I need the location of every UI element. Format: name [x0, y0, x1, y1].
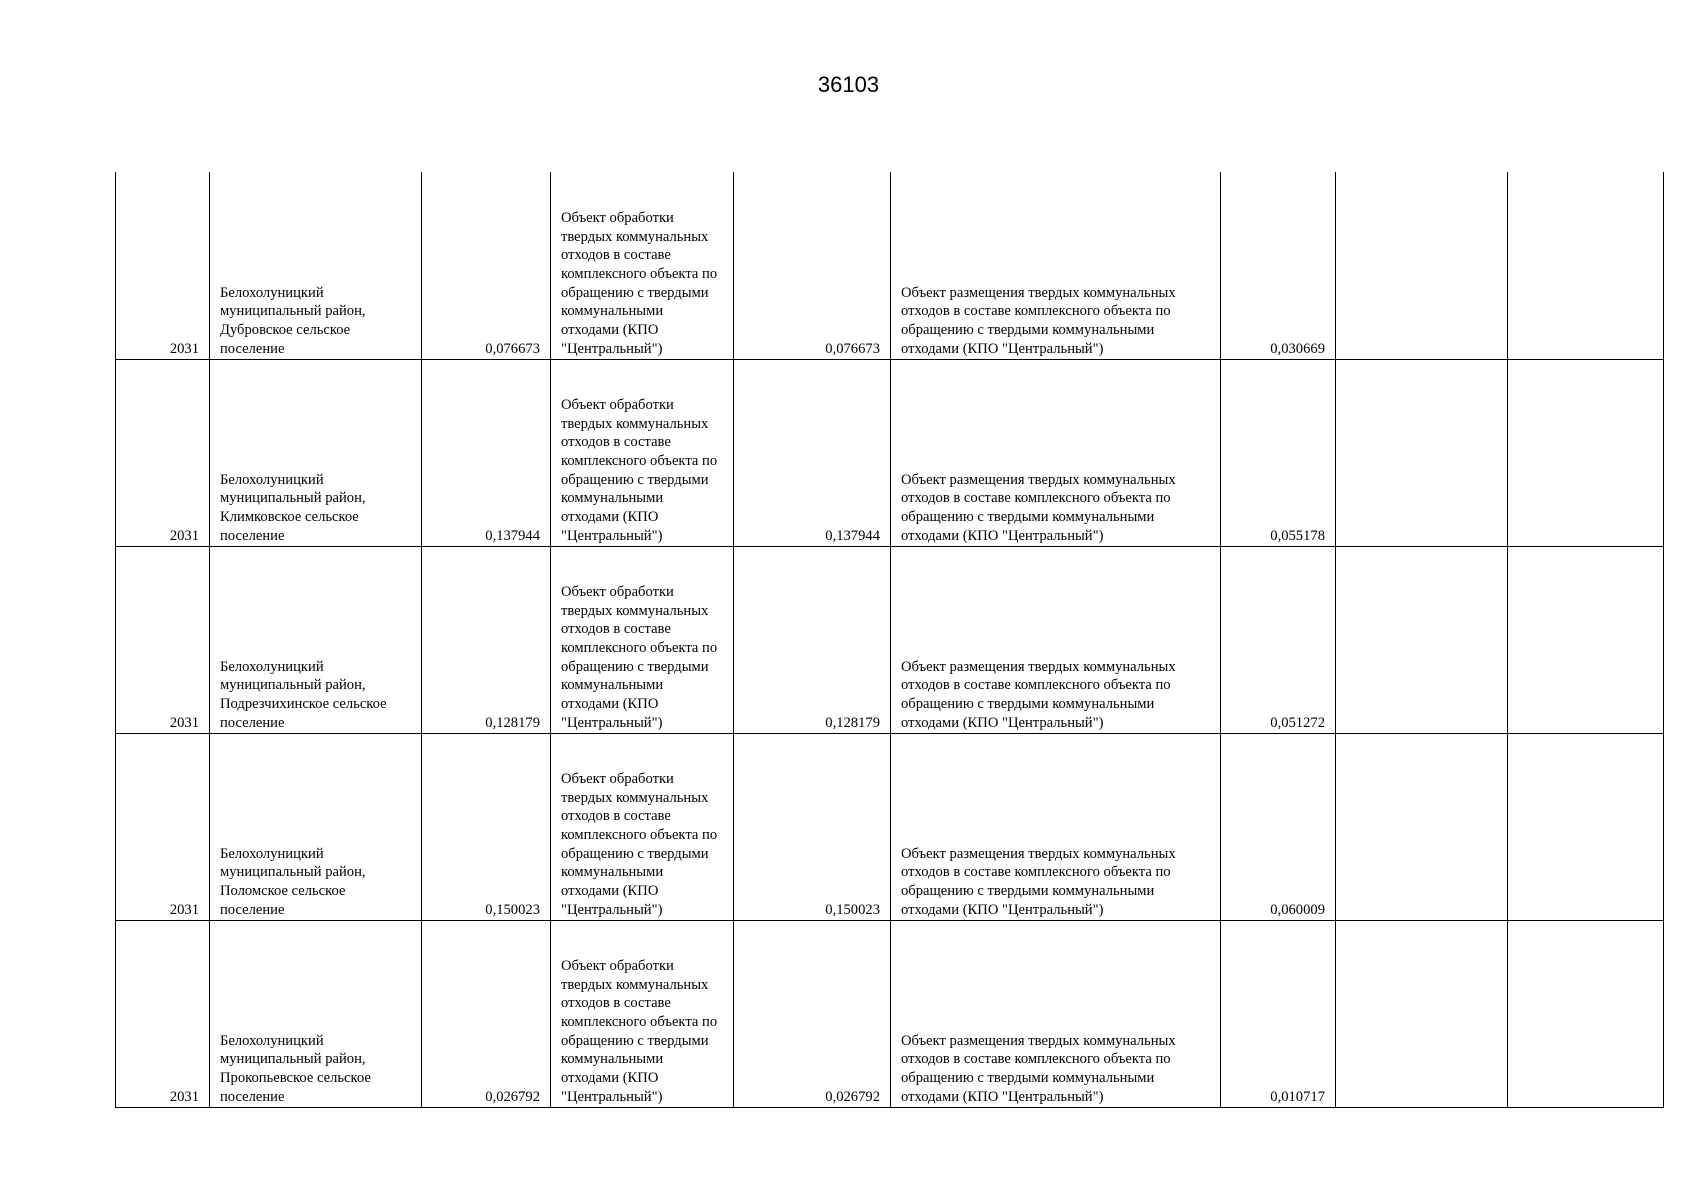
value-3-text: 0,055178	[1270, 527, 1325, 544]
empty-cell	[1508, 733, 1664, 920]
year-cell	[116, 172, 210, 359]
disposal-object-text: Объект размещения твердых коммунальных отходов в составе комплексного объекта по обращению с твердыми коммунальными отходами (КПО "Центральный")	[901, 471, 1176, 544]
year-text: 2031	[169, 340, 199, 357]
processing-volume-cell	[734, 920, 891, 1107]
year-text: 2031	[169, 901, 199, 918]
empty-cell	[1508, 546, 1664, 733]
disposal-object-text: Объект размещения твердых коммунальных отходов в составе комплексного объекта по обращению с твердыми коммунальными отходами (КПО "Центральный")	[901, 1032, 1176, 1105]
year-cell	[116, 546, 210, 733]
municipality-cell	[210, 546, 422, 733]
value-1-text: 0,026792	[485, 1088, 540, 1105]
table-body	[116, 172, 1664, 1107]
processing-object-cell	[551, 172, 734, 359]
processing-volume-cell	[734, 733, 891, 920]
municipality-cell	[210, 733, 422, 920]
processing-object-cell	[551, 920, 734, 1107]
waste-volume-cell	[422, 920, 551, 1107]
municipality-text: Белохолуницкий муниципальный район, Подрезчихинское сельское поселение	[220, 658, 387, 731]
processing-object-text: Объект обработки твердых коммунальных отходов в составе комплексного объекта по обращению с твердыми коммунальными отходами (КПО "Центральный")	[561, 770, 718, 918]
disposal-volume-cell	[1221, 920, 1336, 1107]
disposal-object-cell	[891, 546, 1221, 733]
value-3-text: 0,010717	[1270, 1088, 1325, 1105]
disposal-volume-cell	[1221, 733, 1336, 920]
waste-volume-cell	[422, 733, 551, 920]
municipality-text: Белохолуницкий муниципальный район, Климковское сельское поселение	[220, 471, 366, 544]
value-2-text: 0,128179	[825, 714, 880, 731]
empty-cell	[1336, 733, 1508, 920]
processing-volume-cell	[734, 546, 891, 733]
processing-object-text: Объект обработки твердых коммунальных отходов в составе комплексного объекта по обращению с твердыми коммунальными отходами (КПО "Центральный")	[561, 209, 718, 357]
processing-object-text: Объект обработки твердых коммунальных отходов в составе комплексного объекта по обращению с твердыми коммунальными отходами (КПО "Центральный")	[561, 583, 718, 731]
year-text: 2031	[169, 527, 199, 544]
empty-cell	[1336, 546, 1508, 733]
disposal-volume-cell	[1221, 546, 1336, 733]
disposal-volume-cell	[1221, 172, 1336, 359]
year-cell	[116, 920, 210, 1107]
processing-object-cell	[551, 546, 734, 733]
empty-cell	[1336, 172, 1508, 359]
table-row	[116, 920, 1664, 1107]
municipality-text: Белохолуницкий муниципальный район, Дубровское сельское поселение	[220, 284, 366, 357]
value-1-text: 0,137944	[485, 527, 540, 544]
processing-volume-cell	[734, 359, 891, 546]
disposal-object-cell	[891, 733, 1221, 920]
disposal-object-cell	[891, 359, 1221, 546]
empty-cell	[1508, 172, 1664, 359]
disposal-object-text: Объект размещения твердых коммунальных отходов в составе комплексного объекта по обращению с твердыми коммунальными отходами (КПО "Центральный")	[901, 284, 1176, 357]
empty-cell	[1508, 359, 1664, 546]
value-2-text: 0,150023	[825, 901, 880, 918]
municipality-cell	[210, 172, 422, 359]
waste-volume-cell	[422, 546, 551, 733]
municipality-cell	[210, 920, 422, 1107]
disposal-volume-cell	[1221, 359, 1336, 546]
year-text: 2031	[169, 714, 199, 731]
disposal-object-cell	[891, 920, 1221, 1107]
table-row	[116, 359, 1664, 546]
year-text: 2031	[169, 1088, 199, 1105]
value-2-text: 0,076673	[825, 340, 880, 357]
municipality-text: Белохолуницкий муниципальный район, Поломское сельское поселение	[220, 845, 366, 918]
processing-object-text: Объект обработки твердых коммунальных отходов в составе комплексного объекта по обращению с твердыми коммунальными отходами (КПО "Центральный")	[561, 396, 718, 544]
processing-object-cell	[551, 733, 734, 920]
empty-cell	[1336, 920, 1508, 1107]
waste-volume-cell	[422, 359, 551, 546]
empty-cell	[1336, 359, 1508, 546]
empty-cell	[1508, 920, 1664, 1107]
processing-object-cell	[551, 359, 734, 546]
value-2-text: 0,026792	[825, 1088, 880, 1105]
disposal-object-text: Объект размещения твердых коммунальных отходов в составе комплексного объекта по обращению с твердыми коммунальными отходами (КПО "Центральный")	[901, 658, 1176, 731]
table-row	[116, 546, 1664, 733]
value-2-text: 0,137944	[825, 527, 880, 544]
disposal-object-cell	[891, 172, 1221, 359]
value-1-text: 0,150023	[485, 901, 540, 918]
municipality-text: Белохолуницкий муниципальный район, Прокопьевское сельское поселение	[220, 1032, 371, 1105]
value-3-text: 0,060009	[1270, 901, 1325, 918]
year-cell	[116, 359, 210, 546]
value-1-text: 0,076673	[485, 340, 540, 357]
waste-volume-cell	[422, 172, 551, 359]
processing-volume-cell	[734, 172, 891, 359]
table-row	[116, 172, 1664, 359]
value-1-text: 0,128179	[485, 714, 540, 731]
page-number: 36103	[817, 72, 880, 97]
table-row	[116, 733, 1664, 920]
value-3-text: 0,030669	[1270, 340, 1325, 357]
waste-flow-table	[115, 172, 1664, 1108]
year-cell	[116, 733, 210, 920]
disposal-object-text: Объект размещения твердых коммунальных отходов в составе комплексного объекта по обращению с твердыми коммунальными отходами (КПО "Центральный")	[901, 845, 1176, 918]
processing-object-text: Объект обработки твердых коммунальных отходов в составе комплексного объекта по обращению с твердыми коммунальными отходами (КПО "Центральный")	[561, 957, 718, 1105]
value-3-text: 0,051272	[1270, 714, 1325, 731]
municipality-cell	[210, 359, 422, 546]
